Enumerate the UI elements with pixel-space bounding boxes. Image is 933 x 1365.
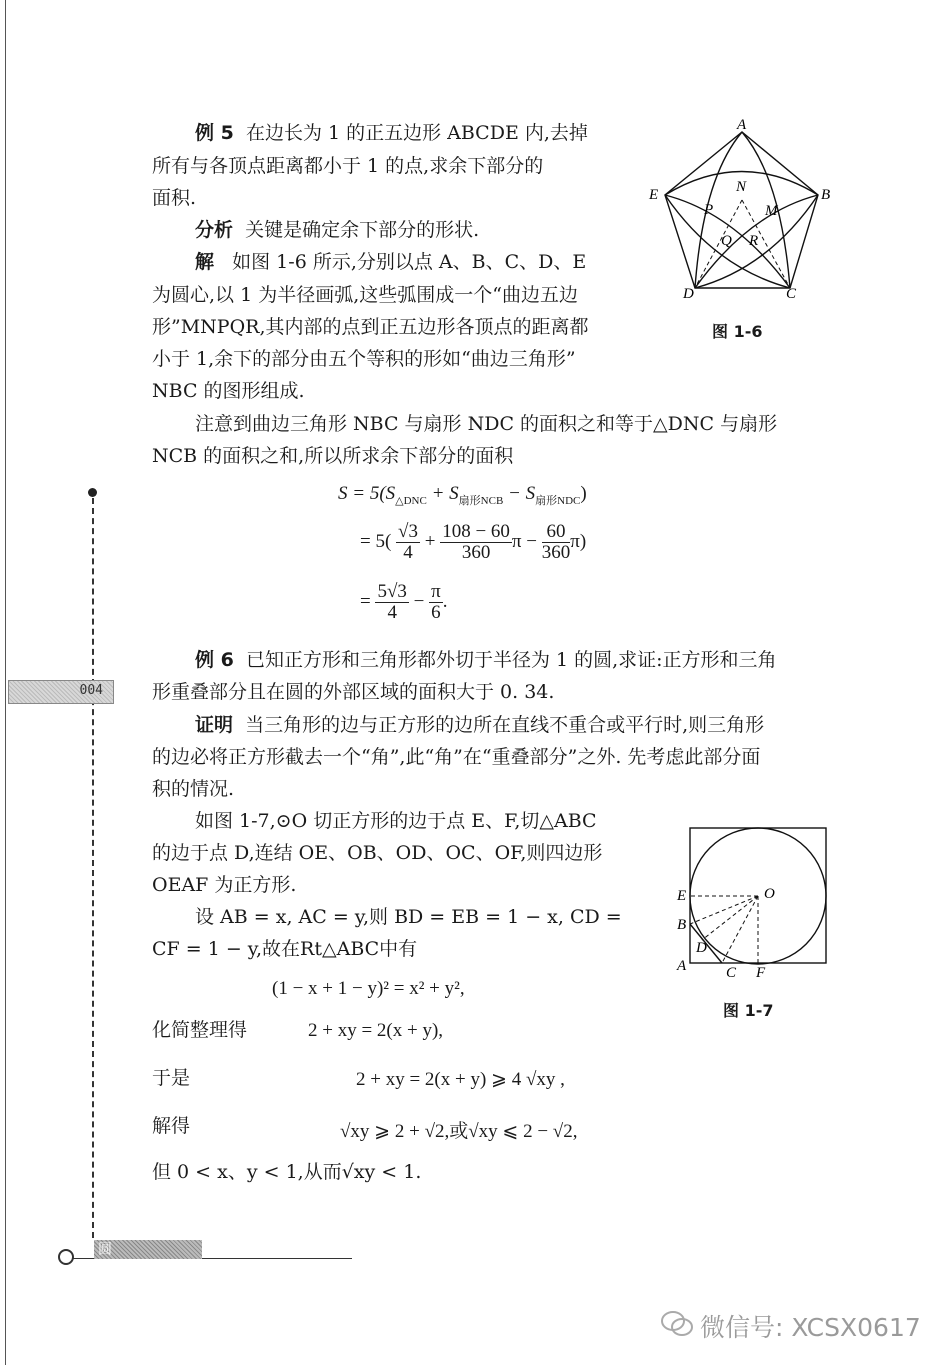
- page-number: 004: [79, 683, 103, 698]
- ex6-eq1: (1 − x + 1 − y)² = x² + y²,: [272, 978, 465, 999]
- f3-post: .: [442, 590, 448, 612]
- label-P: P: [704, 202, 714, 218]
- label-B: B: [821, 187, 831, 203]
- watermark: 微信号: XCSX0617: [700, 1313, 921, 1342]
- f-sub3: 扇形NDC: [535, 494, 581, 507]
- frac3-den: 360: [541, 542, 571, 563]
- ex6-p5: 的边于点 D,连结 OE、OB、OD、OC、OF,则四边形: [152, 842, 603, 864]
- ex6-line2: 形重叠部分且在圆的外部区域的面积大于 0. 34.: [152, 681, 555, 703]
- dash-ND: [695, 200, 742, 288]
- simp-label: 化简整理得: [152, 1019, 248, 1041]
- label-A7: A: [677, 958, 687, 974]
- f-close: ): [580, 483, 587, 504]
- label-M: M: [765, 203, 778, 219]
- frac2-den: 360: [461, 542, 491, 563]
- ex5-line2: 所有与各顶点距离都小于 1 的点,求余下部分的: [152, 155, 544, 177]
- frac2-num: 108 − 60: [442, 521, 510, 542]
- figure-1-7: [672, 822, 832, 982]
- formula-line2: [360, 522, 586, 563]
- figure-1-6-caption: 图 1-6: [712, 322, 763, 341]
- frac-sqrt3-4: [396, 522, 420, 563]
- ex5-tag: 例 5: [195, 122, 234, 144]
- frac3-num: 60: [542, 522, 571, 543]
- label-E7: E: [677, 888, 687, 904]
- ex6-last: 但 0 < x、y < 1,从而√xy < 1.: [152, 1161, 422, 1183]
- f-sub1: △DNC: [395, 494, 427, 507]
- pentagon: [665, 132, 818, 288]
- margin-line: [5, 0, 6, 1365]
- ex6-line1-text: 已知正方形和三角形都外切于半径为 1 的圆,求证:正方形和三角: [245, 649, 777, 671]
- solve-label: 解得: [152, 1115, 191, 1137]
- frac4-num: 5√3: [377, 581, 407, 602]
- label-Q: Q: [721, 233, 732, 249]
- analysis-tag: 分析: [195, 219, 234, 241]
- label-O: O: [764, 886, 775, 902]
- ex5-sol2: 为圆心,以 1 为半径画弧,这些弧围成一个“曲边五边: [152, 284, 578, 306]
- ex5-note2: NCB 的面积之和,所以所求余下部分的面积: [152, 445, 514, 467]
- frac1-num: √3: [398, 521, 418, 542]
- f2-plus: +: [424, 530, 436, 552]
- ex6-eq4: √xy ⩾ 2 + √2,或√xy ⩽ 2 − √2,: [340, 1121, 578, 1142]
- frac4-den: 4: [387, 602, 397, 623]
- solution-tag: 解: [195, 251, 215, 273]
- f2-pi: π: [511, 530, 522, 552]
- wechat-icon: [660, 1310, 694, 1338]
- dash-OD: [702, 896, 758, 940]
- ex5-line3: 面积.: [152, 187, 197, 209]
- frac5-num: π: [431, 581, 441, 602]
- label-E: E: [649, 187, 659, 203]
- ex6-p3: 积的情况.: [152, 778, 235, 800]
- proof-tag: 证明: [195, 714, 234, 736]
- p1-text: 当三角形的边与正方形的边所在直线不重合或平行时,则三角形: [245, 714, 765, 736]
- ex5-sol1: [195, 246, 586, 278]
- label-A: A: [737, 118, 747, 133]
- f-lhs: S = 5(S: [338, 483, 396, 504]
- formula-line3: [360, 582, 447, 623]
- label-N: N: [736, 179, 747, 195]
- frac-60-360: [542, 522, 571, 563]
- dash-OC: [722, 896, 758, 963]
- label-C7: C: [726, 965, 737, 981]
- label-B7: B: [677, 917, 687, 933]
- frac1-den: 4: [403, 542, 413, 563]
- label-R: R: [749, 233, 759, 249]
- sol1-text: 如图 1-6 所示,分别以点 A、B、C、D、E: [232, 251, 587, 273]
- f3-minus: −: [413, 590, 425, 612]
- rail-dot: [88, 488, 97, 497]
- figure-1-7-caption: 图 1-7: [723, 1001, 774, 1020]
- frac-108-60: [440, 522, 512, 563]
- ex5-line1: [195, 117, 588, 149]
- label-D: D: [683, 286, 694, 302]
- ex6-p1: [195, 709, 764, 741]
- label-F7: F: [756, 965, 766, 981]
- ex6-eq3: 2 + xy = 2(x + y) ⩾ 4 √xy ,: [356, 1069, 565, 1090]
- page-number-tab: [8, 680, 114, 704]
- ex6-p4: 如图 1-7,⊙O 切正方形的边于点 E、F,切△ABC: [195, 810, 597, 832]
- f-minus: − S: [503, 483, 536, 504]
- formula-line1: [338, 483, 587, 508]
- so-label: 于是: [152, 1067, 191, 1089]
- label-D7: D: [696, 940, 707, 956]
- ex5-line1-text: 在边长为 1 的正五边形 ABCDE 内,去掉: [245, 122, 588, 144]
- label-C: C: [786, 286, 797, 302]
- frac-pi-6: [429, 582, 443, 623]
- ex6-p2: 的边必将正方形截去一个“角”,此“角”在“重叠部分”之外. 先考虑此部分面: [152, 746, 761, 768]
- ex5-note1: 注意到曲边三角形 NBC 与扇形 NDC 的面积之和等于△DNC 与扇形: [195, 413, 778, 435]
- ex5-sol4: 小于 1,余下的部分由五个等积的形如“曲边三角形”: [152, 348, 576, 370]
- ex5-sol5: NBC 的图形组成.: [152, 380, 305, 402]
- ex6-p6: OEAF 为正方形.: [152, 874, 297, 896]
- figure-1-6: [645, 118, 840, 308]
- f2-minus: −: [526, 530, 537, 552]
- ex6-p8: CF = 1 − y,故在Rt△ABC中有: [152, 938, 418, 960]
- ex5-analysis: [195, 214, 479, 246]
- footer-circle-icon: [58, 1249, 74, 1265]
- frac-5sqrt3-4: [375, 582, 408, 623]
- dash-OB: [690, 896, 758, 924]
- frac5-den: 6: [431, 602, 441, 623]
- f2-pre: = 5(: [360, 530, 392, 552]
- ex6-line1: [195, 644, 777, 676]
- f-sub2: 扇形NCB: [458, 494, 504, 507]
- dashed-rail: [92, 498, 94, 1238]
- ex6-eq2: 2 + xy = 2(x + y),: [308, 1020, 444, 1041]
- f2-post: π): [570, 530, 587, 552]
- footer-label: 圆: [98, 1242, 112, 1258]
- ex6-p7: 设 AB = x, AC = y,则 BD = EB = 1 − x, CD =: [195, 906, 622, 928]
- analysis-text: 关键是确定余下部分的形状.: [245, 219, 480, 241]
- f3-pre: =: [360, 590, 371, 612]
- ex6-tag: 例 6: [195, 649, 234, 671]
- f-plus: + S: [426, 483, 459, 504]
- ex5-sol3: 形”MNPQR,其内部的点到正五边形各顶点的距离都: [152, 316, 589, 338]
